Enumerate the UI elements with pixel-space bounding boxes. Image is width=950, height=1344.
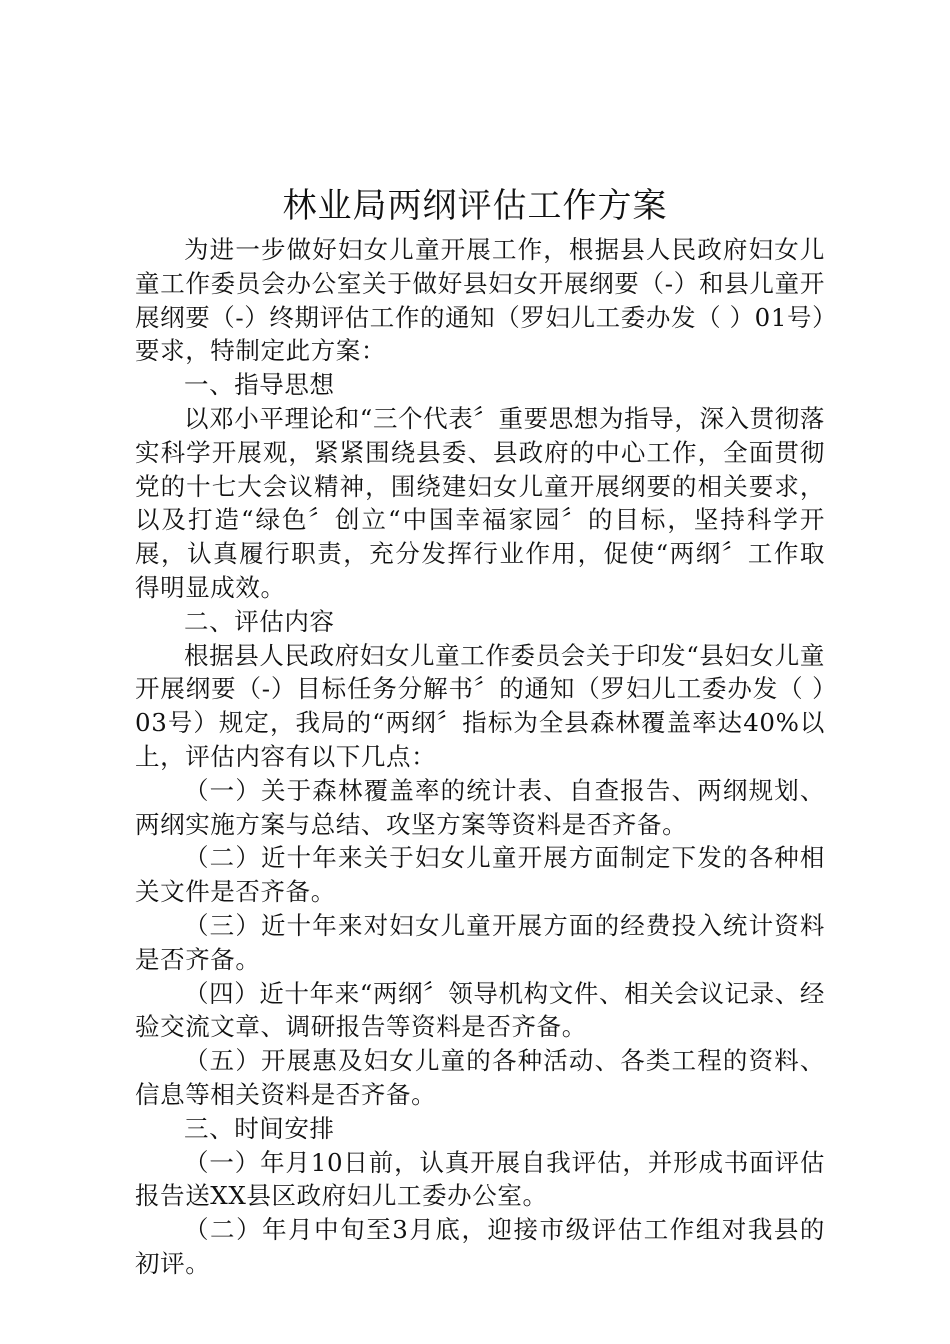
- evaluation-content-paragraph: 根据县人民政府妇女儿童工作委员会关于印发“县妇女儿童开展纲要（-）目标任务分解书〞的通知（罗妇儿工委办发（ ）03号）规定，我局的“两纲〞指标为全县森林覆盖率达40%以上，评估内容有以下几点：: [135, 640, 825, 771]
- section-heading-guiding-ideology: 一、指导思想: [184, 370, 335, 400]
- document-title: 林业局两纲评估工作方案: [282, 186, 668, 226]
- evaluation-item-4: （四）近十年来“两纲〞领导机构文件、相关会议记录、经验交流文章、调研报告等资料是否齐备。: [135, 978, 825, 1042]
- evaluation-item-2: （二）近十年来关于妇女儿童开展方面制定下发的各种相关文件是否齐备。: [135, 843, 825, 907]
- evaluation-item-5: （五）开展惠及妇女儿童的各种活动、各类工程的资料、信息等相关资料是否齐备。: [135, 1046, 825, 1109]
- document-body: [135, 233, 825, 1281]
- guiding-ideology-paragraph: 以邓小平理论和“三个代表〞重要思想为指导，深入贯彻落实科学开展观，紧紧围绕县委、县政府的中心工作，全面贯彻党的十七大会议精神，围绕建妇女儿童开展纲要的相关要求，以及打造“绿色〞创立“中国幸福家园〞的目标，坚持科学开展，认真履行职责，充分发挥行业作用，促使“两纲〞工作取得明显成效。: [135, 403, 825, 602]
- section-heading-evaluation-content: 二、评估内容: [184, 606, 335, 636]
- intro-paragraph: 为进一步做好妇女儿童开展工作，根据县人民政府妇女儿童工作委员会办公室关于做好县妇女开展纲要（-）和县儿童开展纲要（-）终期评估工作的通知（罗妇儿工委办发（ ）01号）要求，特制定此方案：: [135, 235, 825, 366]
- evaluation-item-3: （三）近十年来对妇女儿童开展方面的经费投入统计资料是否齐备。: [135, 910, 825, 974]
- evaluation-item-1: （一）关于森林覆盖率的统计表、自查报告、两纲规划、两纲实施方案与总结、攻坚方案等资料是否齐备。: [135, 775, 825, 839]
- schedule-item-1: （一）年月10日前，认真开展自我评估，并形成书面评估报告送XX县区政府妇儿工委办公室。: [135, 1147, 825, 1211]
- schedule-item-2: （二）年月中旬至3月底，迎接市级评估工作组对我县的初评。: [135, 1215, 825, 1278]
- section-heading-schedule: 三、时间安排: [184, 1113, 335, 1143]
